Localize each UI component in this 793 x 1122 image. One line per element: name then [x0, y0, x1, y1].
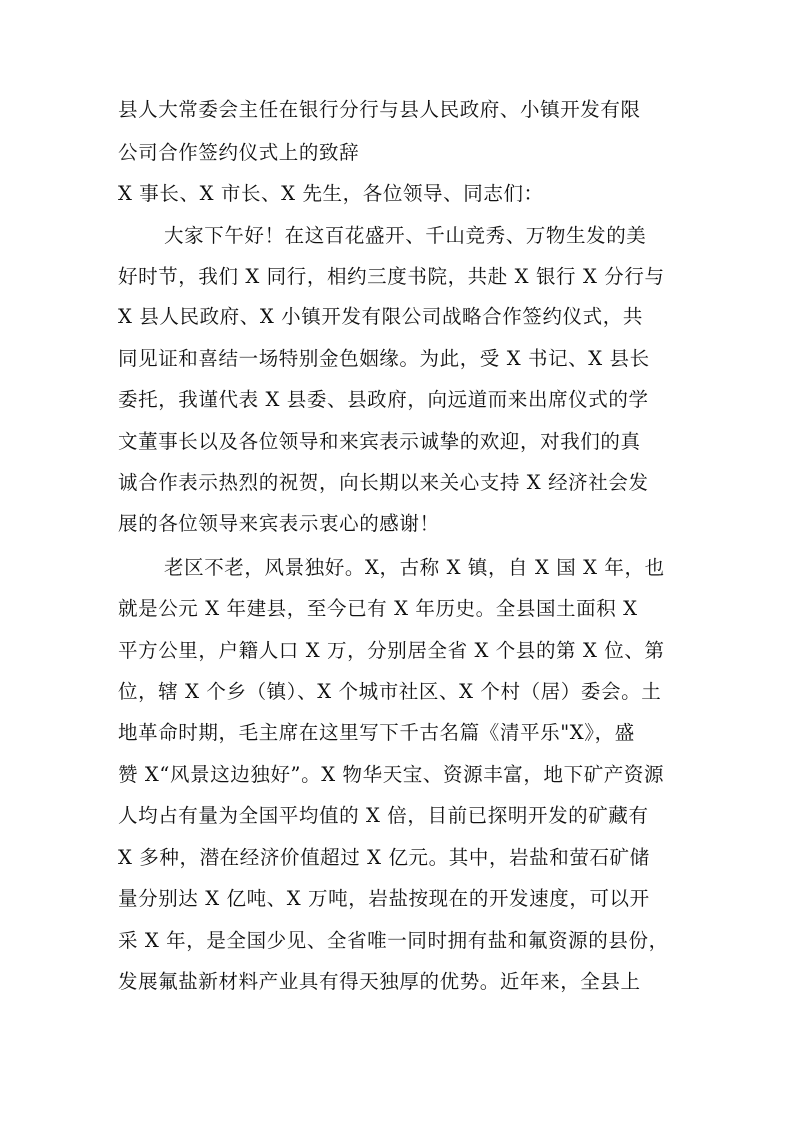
- title-line-2: 公司合作签约仪式上的致辞: [118, 141, 360, 164]
- paragraph-1-line-3: X 县人民政府、X 小镇开发有限公司战略合作签约仪式，共: [118, 305, 643, 328]
- paragraph-2-line-11: 发展氟盐新材料产业具有得天独厚的优势。近年来，全县上: [118, 970, 641, 993]
- paragraph-2-line-2: 就是公元 X 年建县，至今已有 X 年历史。全县国土面积 X: [118, 597, 638, 620]
- paragraph-2-line-1: 老区不老，风景独好。X，古称 X 镇，自 X 国 X 年，也: [164, 556, 665, 579]
- paragraph-2-line-6: 赞 X“风景这边独好”。X 物华天宝、资源丰富，地下矿产资源: [118, 763, 665, 786]
- paragraph-1-line-4: 同见证和喜结一场特别金色姻缘。为此，受 X 书记、X 县长: [118, 347, 650, 370]
- paragraph-2-line-8: X 多种，潜在经济价值超过 X 亿元。其中，岩盐和萤石矿储: [118, 846, 650, 869]
- paragraph-1-line-7: 诚合作表示热烈的祝贺，向长期以来关心支持 X 经济社会发: [118, 471, 649, 494]
- salutation: X 事长、X 市长、X 先生，各位领导、同志们：: [118, 182, 544, 205]
- paragraph-1-line-1: 大家下午好！在这百花盛开、千山竞秀、万物生发的美: [164, 224, 647, 247]
- paragraph-2-line-10: 采 X 年，是全国少见、全省唯一同时拥有盐和氟资源的县份，: [118, 929, 669, 952]
- paragraph-1-line-8: 展的各位领导来宾表示衷心的感谢！: [118, 512, 440, 535]
- paragraph-2-line-9: 量分别达 X 亿吨、X 万吨，岩盐按现在的开发速度，可以开: [118, 887, 650, 910]
- paragraph-2-line-4: 位，辖 X 个乡（镇）、X 个城市社区、X 个村（居）委会。土: [118, 680, 662, 703]
- title-line-1: 县人大常委会主任在银行分行与县人民政府、小镇开发有限: [118, 98, 641, 121]
- paragraph-2-line-5: 地革命时期，毛主席在这里写下千古名篇《清平乐"X》，盛: [118, 721, 635, 744]
- paragraph-1-line-2: 好时节，我们 X 同行，相约三度书院，共赴 X 银行 X 分行与: [118, 265, 665, 288]
- paragraph-2-line-7: 人均占有量为全国平均值的 X 倍，目前已探明开发的矿藏有: [118, 804, 649, 827]
- paragraph-1-line-6: 文董事长以及各位领导和来宾表示诚挚的欢迎，对我们的真: [118, 430, 641, 453]
- paragraph-2-line-3: 平方公里，户籍人口 X 万，分别居全省 X 个县的第 X 位、第: [118, 639, 665, 662]
- paragraph-1-line-5: 委托，我谨代表 X 县委、县政府，向远道而来出席仪式的学: [118, 388, 649, 411]
